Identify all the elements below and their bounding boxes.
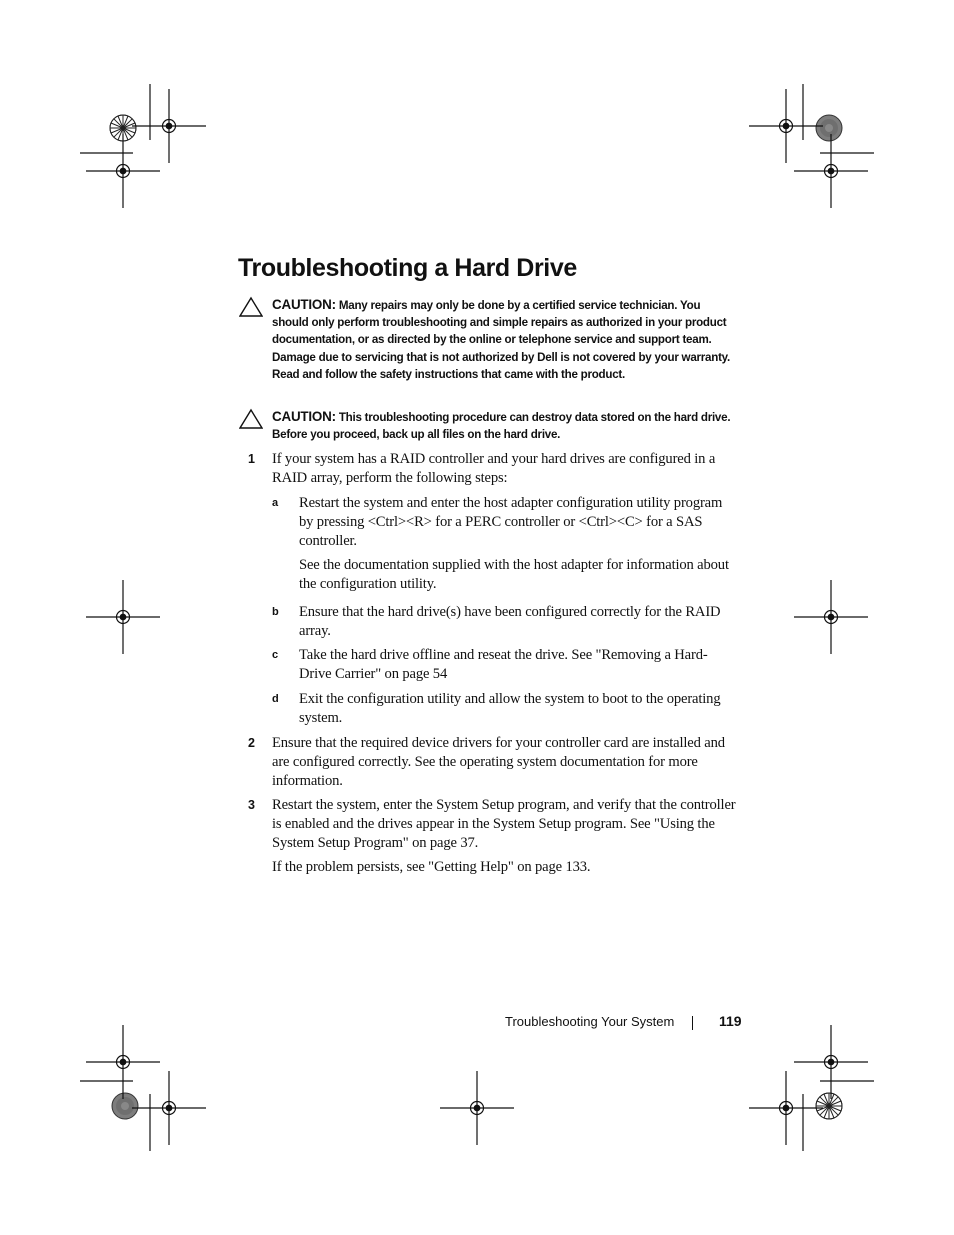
step-number: 3 [248, 798, 255, 812]
step-text: Ensure that the required device drivers for your controller card are installed and are configured correctly. See the operating system documentation for more information. [272, 735, 725, 789]
closing-note: If the problem persists, see "Getting Help" on page 133. [272, 859, 591, 875]
registration-crosshair-mark [440, 1071, 514, 1145]
caution-notice [238, 408, 738, 443]
caution-text: Many repairs may only be done by a certified service technician. You should only perform troubleshooting and simple repairs as authorized in your product documentation, or as directed by the online or telephone service and support team. Damage due to servicing that is not authorized by Dell is not covered by your warranty. Read and follow the safety instructions that came with the product. [272, 299, 730, 381]
step-text: Restart the system, enter the System Setup program, and verify that the controller is enabled and the drives appear in the System Setup program. See "Using the System Setup Program" on page 37. [272, 797, 736, 851]
registration-crosshair-mark [794, 134, 868, 208]
section-title: Troubleshooting a Hard Drive [238, 254, 577, 282]
substep-item [272, 690, 752, 728]
substep-letter: c [272, 649, 279, 661]
registration-crosshair-mark [749, 1071, 823, 1145]
substep-item [272, 603, 752, 641]
substep-letter: b [272, 606, 279, 618]
registration-crosshair-mark [86, 580, 160, 654]
substep-text: Ensure that the hard drive(s) have been configured correctly for the RAID array. [299, 604, 721, 639]
substep-letter: a [272, 497, 279, 509]
caution-triangle-icon [239, 408, 263, 430]
substep-text: Exit the configuration utility and allow the system to boot to the operating system. [299, 691, 721, 726]
step-item [248, 796, 748, 852]
step-item [248, 450, 748, 488]
page-number: 119 [719, 1013, 742, 1029]
registration-gray-circle [112, 1093, 138, 1119]
step-number: 1 [248, 452, 255, 466]
footer-divider [692, 1016, 693, 1030]
registration-crosshair-mark [794, 1025, 868, 1099]
step-text: If your system has a RAID controller and your hard drives are configured in a RAID array, perform the following steps: [272, 451, 716, 486]
step-number: 2 [248, 736, 255, 750]
registration-crosshair-mark [132, 1071, 206, 1145]
caution-triangle-icon [239, 296, 263, 318]
caution-notice [238, 296, 738, 383]
registration-star-mark [816, 1093, 842, 1119]
substep-item [272, 646, 752, 684]
caution-text: This troubleshooting procedure can destroy data stored on the hard drive. Before you proceed, back up all files on the hard drive. [272, 411, 731, 442]
caution-label: CAUTION: [272, 409, 336, 424]
registration-gray-circle [816, 115, 842, 141]
substep-item [272, 494, 752, 550]
registration-crosshair-mark [86, 134, 160, 208]
registration-crosshair-mark [794, 580, 868, 654]
footer-section-name: Troubleshooting Your System [505, 1014, 675, 1029]
substep-letter: d [272, 693, 279, 705]
registration-crosshair-mark [749, 89, 823, 163]
registration-crosshair-mark [132, 89, 206, 163]
step-item [248, 734, 748, 790]
substep-note: See the documentation supplied with the host adapter for information about the configuration utility. [299, 557, 729, 592]
registration-crosshair-mark [86, 1025, 160, 1099]
caution-label: CAUTION: [272, 297, 336, 312]
substep-text: Restart the system and enter the host adapter configuration utility program by pressing <Ctrl><R> for a PERC controller or <Ctrl><C> for a SAS controller. [299, 495, 723, 549]
substep-text: Take the hard drive offline and reseat the drive. See "Removing a Hard-Drive Carrier" on page 54 [299, 647, 708, 682]
